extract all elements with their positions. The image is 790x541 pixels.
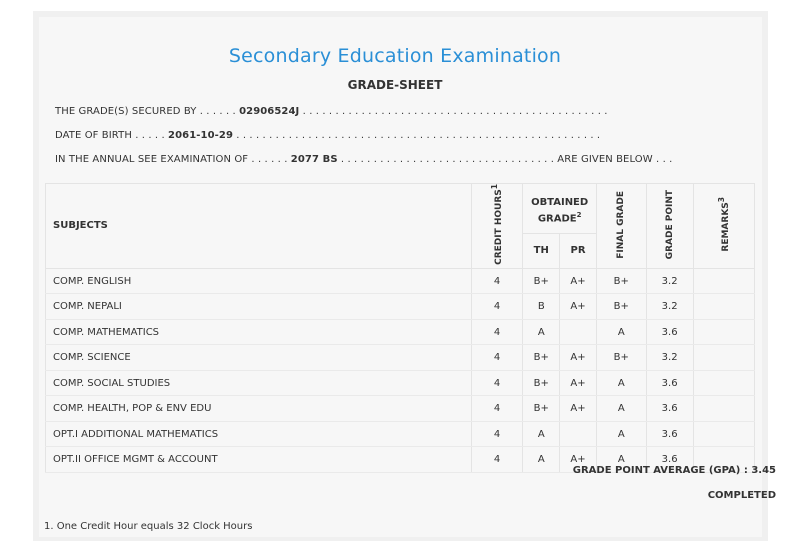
info-line-secured-by [55, 106, 608, 117]
header-credit-hours [471, 184, 523, 269]
header-obtained-label: OBTAINED GRADE [531, 196, 589, 225]
info-dots: . . . . . . . . . . . . . . . . . . . . . . . . . . . . . . . . . . . . . . . . . . . . . . . [299, 106, 608, 117]
cell-practical-grade: A+ [560, 396, 597, 422]
cell-grade-point: 3.2 [646, 345, 693, 371]
info-label-exam: IN THE ANNUAL SEE EXAMINATION OF . . . . . . [55, 154, 291, 165]
cell-practical-grade: A+ [560, 447, 597, 473]
cell-credit-hours: 4 [471, 396, 523, 422]
cell-theory-grade: B+ [523, 396, 560, 422]
cell-remarks [693, 370, 754, 396]
cell-final-grade: A [596, 319, 646, 345]
cell-remarks [693, 294, 754, 320]
cell-theory-grade: B+ [523, 345, 560, 371]
info-label-secured-by: THE GRADE(S) SECURED BY . . . . . . [55, 106, 240, 117]
cell-theory-grade: A [523, 421, 560, 447]
cell-remarks [693, 396, 754, 422]
cell-credit-hours: 4 [471, 447, 523, 473]
header-point-label: GRADE POINT [664, 189, 675, 260]
cell-credit-hours: 4 [471, 319, 523, 345]
cell-subject: COMP. SCIENCE [46, 345, 472, 371]
cell-final-grade: A [596, 447, 646, 473]
result-status: COMPLETED [707, 490, 776, 501]
cell-grade-point: 3.6 [646, 319, 693, 345]
cell-subject: COMP. HEALTH, POP & ENV EDU [46, 396, 472, 422]
gpa-label: GRADE POINT AVERAGE (GPA) : [572, 465, 752, 476]
header-final-label: FINAL GRADE [616, 190, 627, 259]
cell-subject: OPT.II OFFICE MGMT & ACCOUNT [46, 447, 472, 473]
header-credit-sup: 1 [490, 184, 500, 190]
header-subjects: SUBJECTS [46, 184, 472, 269]
header-credit-label: CREDIT HOURS [494, 189, 505, 265]
cell-practical-grade: A+ [560, 345, 597, 371]
header-th: TH [523, 233, 560, 268]
exam-title: Secondary Education Examination [228, 45, 562, 67]
cell-grade-point: 3.6 [646, 447, 693, 473]
header-final-grade [596, 184, 646, 269]
grade-table [45, 183, 755, 473]
info-label-dob: DATE OF BIRTH . . . . . [55, 130, 169, 141]
cell-credit-hours: 4 [471, 370, 523, 396]
cell-final-grade: A [596, 396, 646, 422]
cell-theory-grade: B+ [523, 370, 560, 396]
cell-subject: COMP. SOCIAL STUDIES [46, 370, 472, 396]
cell-practical-grade [560, 421, 597, 447]
table-row [46, 396, 755, 422]
footnote: 1. One Credit Hour equals 32 Clock Hours [44, 521, 253, 532]
header-pr: PR [560, 233, 597, 268]
table-row [46, 294, 755, 320]
cell-theory-grade: A [523, 319, 560, 345]
cell-credit-hours: 4 [471, 345, 523, 371]
gpa-value: 3.45 [751, 465, 776, 476]
cell-subject: COMP. NEPALI [46, 294, 472, 320]
cell-subject: OPT.I ADDITIONAL MATHEMATICS [46, 421, 472, 447]
cell-final-grade: A [596, 370, 646, 396]
info-dots: . . . . . . . . . . . . . . . . . . . . . . . . . . . . . . . . . . . . . . . . . . . . . . . . . . . . . . . . [233, 130, 601, 141]
cell-practical-grade: A+ [560, 268, 597, 294]
cell-grade-point: 3.6 [646, 396, 693, 422]
cell-grade-point: 3.2 [646, 268, 693, 294]
header-remarks [693, 184, 754, 269]
cell-remarks [693, 319, 754, 345]
cell-final-grade: A [596, 421, 646, 447]
cell-final-grade: B+ [596, 294, 646, 320]
cell-subject: COMP. ENGLISH [46, 268, 472, 294]
cell-subject: COMP. MATHEMATICS [46, 319, 472, 345]
cell-final-grade: B+ [596, 268, 646, 294]
cell-remarks [693, 345, 754, 371]
cell-practical-grade: A+ [560, 294, 597, 320]
cell-grade-point: 3.2 [646, 294, 693, 320]
cell-practical-grade: A+ [560, 370, 597, 396]
cell-credit-hours: 4 [471, 294, 523, 320]
symbol-number: 02906524J [239, 106, 300, 117]
info-line-exam [55, 154, 672, 165]
cell-theory-grade: A [523, 447, 560, 473]
cell-remarks [693, 268, 754, 294]
header-remarks-label: REMARKS [720, 202, 731, 252]
grade-rows [46, 268, 755, 472]
info-line-dob [55, 130, 600, 141]
table-row [46, 345, 755, 371]
header-grade-point [646, 184, 693, 269]
cell-remarks [693, 421, 754, 447]
gpa-summary [573, 465, 776, 476]
header-obtained-sup: 2 [576, 210, 582, 219]
header-remarks-sup: 3 [716, 197, 726, 203]
cell-practical-grade [560, 319, 597, 345]
table-row [46, 268, 755, 294]
date-of-birth: 2061-10-29 [168, 130, 233, 141]
cell-credit-hours: 4 [471, 268, 523, 294]
cell-theory-grade: B+ [523, 268, 560, 294]
cell-theory-grade: B [523, 294, 560, 320]
grade-sheet-heading: GRADE-SHEET [347, 78, 443, 92]
table-row [46, 421, 755, 447]
exam-year: 2077 BS [290, 154, 338, 165]
table-row [46, 370, 755, 396]
cell-grade-point: 3.6 [646, 370, 693, 396]
cell-credit-hours: 4 [471, 421, 523, 447]
cell-final-grade: B+ [596, 345, 646, 371]
table-row [46, 319, 755, 345]
cell-grade-point: 3.6 [646, 421, 693, 447]
info-given-below: . . . . . . . . . . . . . . . . . . . . . . . . . . . . . . . . . ARE GIVEN BELOW . . . [337, 154, 673, 165]
header-obtained-grade [523, 184, 596, 234]
